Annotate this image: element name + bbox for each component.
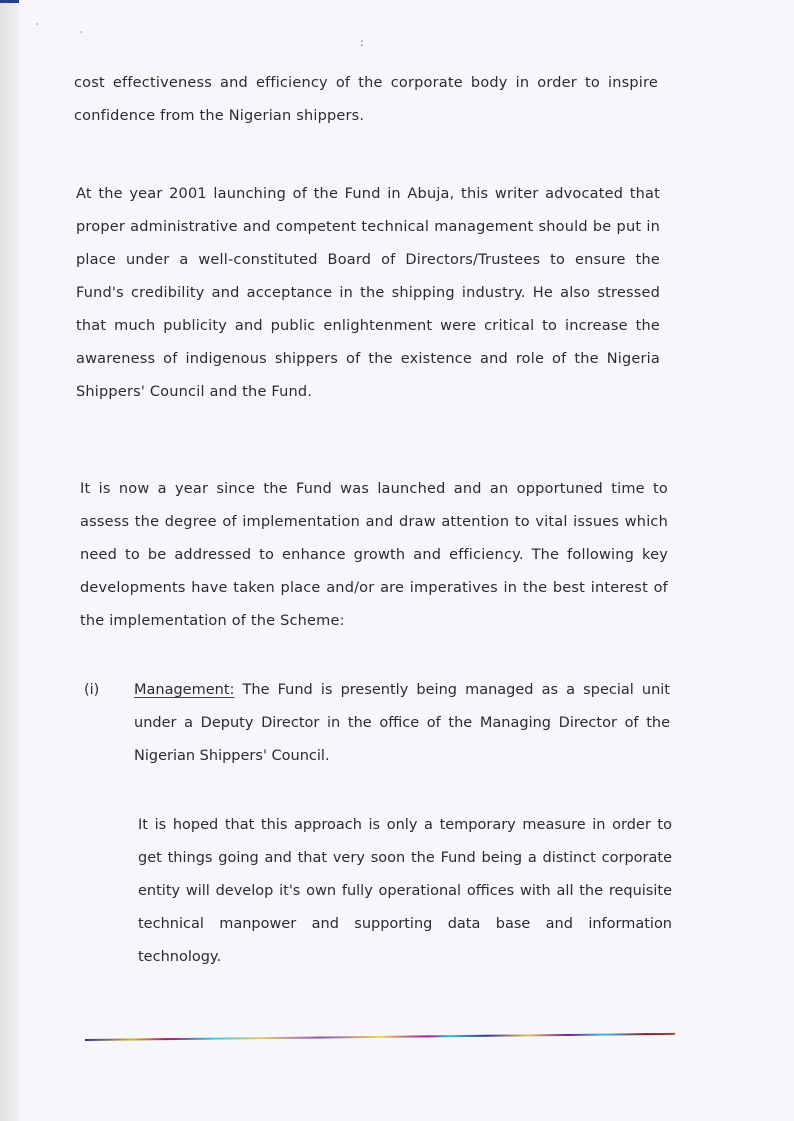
paragraph-continuation: cost effectiveness and efficiency of the corporate body in order to inspire confidence from the Nigerian shippers. <box>74 75 658 124</box>
list-item-heading: Management: <box>134 682 235 698</box>
list-item-body <box>134 674 670 773</box>
scan-edge-shadow <box>0 0 19 1121</box>
page-number-mark: : <box>360 36 364 49</box>
list-item-sub-paragraph: It is hoped that this approach is only a temporary measure in order to get things going and that very soon the Fund being a distinct corporate entity will develop it's own fully operational offices with all the requisite technical manpower and supporting data base and information technology. <box>138 817 672 965</box>
paragraph-assessment-intro: It is now a year since the Fund was launched and an opportuned time to assess the degree of implementation and draw attention to vital issues which need to be addressed to enhance growth and efficiency. The following key developments have taken place and/or are imperatives in the best interest of the implementation of the Scheme: <box>80 481 668 629</box>
paragraph-launch-advocacy: At the year 2001 launching of the Fund in Abuja, this writer advocated that proper administrative and competent technical management should be put in place under a well-constituted Board of Directors/Trustees to ensure the Fund's credibility and acceptance in the shipping industry. He also stressed that much publicity and public enlightenment were critical to increase the awareness of indigenous shippers of the existence and role of the Nigeria Shippers' Council and the Fund. <box>76 186 660 400</box>
scan-artifact-mark: ' <box>36 22 39 31</box>
scan-artifact-mark: ' <box>80 30 83 39</box>
list-item-text: The Fund is presently being managed as a special unit under a Deputy Director in the office of the Managing Director of the Nigerian Shippers' Council. <box>134 682 670 764</box>
scan-edge-mark <box>0 0 19 3</box>
footer-divider-line <box>85 1033 675 1041</box>
list-marker: (i) <box>84 682 100 698</box>
